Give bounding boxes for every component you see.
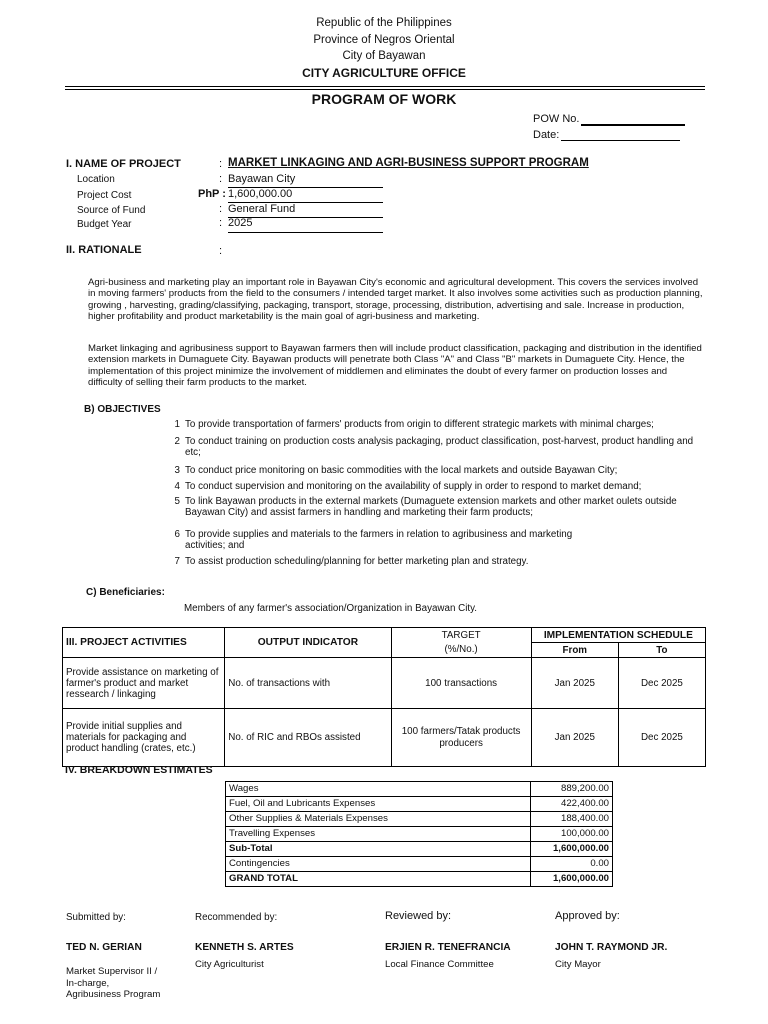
cost-value: 1,600,000.00 xyxy=(228,188,293,200)
pow-no-label: POW No. xyxy=(533,113,580,125)
to-cell: Dec 2025 xyxy=(618,709,705,767)
pow-no-line xyxy=(581,124,685,126)
grand-total-amount: 1,600,000.00 xyxy=(531,872,613,887)
table-row xyxy=(226,782,613,797)
pow-date-label: Date: xyxy=(533,129,560,141)
breakdown-item: Travelling Expenses xyxy=(226,827,531,842)
rationale-paragraph-2: Market linkaging and agribusiness support to Bayawan farmers then will include product classification, packaging and distribution in the identified extension markets in Dumaguete City. Bayawan products will penetrate both Class "A" and Class "B" markets in Dumaguete City. Hence, the implementation of this project minimize the involvement of middlemen and eliminates the doubt of every farmer on production losses and difficulty of selling their farm products to the market. xyxy=(88,343,702,389)
subtotal-row xyxy=(226,842,613,857)
contingencies-row xyxy=(226,857,613,872)
objective-text: To conduct training on production costs analysis packaging, product classification, post-harvest, product handling and etc; xyxy=(185,436,694,459)
from-cell: Jan 2025 xyxy=(531,709,618,767)
table-row xyxy=(63,658,706,709)
project-section-label: I. NAME OF PROJECT xyxy=(66,158,181,170)
colon: : xyxy=(219,173,223,185)
beneficiaries-label: C) Beneficiaries: xyxy=(86,587,165,598)
objectives-label: B) OBJECTIVES xyxy=(84,404,161,415)
target-header: TARGET xyxy=(391,628,531,643)
submitter-name: TED N. GERIAN xyxy=(66,942,142,953)
target-subheader: (%/No.) xyxy=(391,643,531,658)
activity-cell: Provide initial supplies and materials for packaging and product handling (crates, etc.) xyxy=(63,709,225,767)
year-line xyxy=(228,232,383,233)
breakdown-item: Other Supplies & Materials Expenses xyxy=(226,812,531,827)
output-cell: No. of transactions with xyxy=(225,658,391,709)
header-rule-top xyxy=(65,86,705,87)
table-row xyxy=(226,797,613,812)
breakdown-table xyxy=(225,781,613,887)
recommender-name: KENNETH S. ARTES xyxy=(195,942,294,953)
colon: : xyxy=(219,245,223,257)
subtotal-amount: 1,600,000.00 xyxy=(531,842,613,857)
from-header: From xyxy=(531,643,618,658)
objective-text: To provide supplies and materials to the farmers in relation to agribusiness and marketing activities; and xyxy=(185,529,573,552)
project-name: MARKET LINKAGING AND AGRI-BUSINESS SUPPORT PROGRAM xyxy=(228,157,589,169)
colon: : xyxy=(219,203,223,215)
target-cell: 100 farmers/Tatak products producers xyxy=(391,709,531,767)
fund-label: Source of Fund xyxy=(77,205,146,216)
grand-total-row xyxy=(226,872,613,887)
rationale-paragraph-1: Agri-business and marketing play an important role in Bayawan City's economic and agricultural development. This covers the services involved in moving farmers' products from the field to the consumers / intended target market. It also involves some activities such as production planning, growing , harvesting, grading/classifying, packaging, transport, storage, processing, distribution, advertising and sale. Increase in production, higher profitability and product marketability is the main goal of agri-business and marketing. xyxy=(88,277,703,323)
approved-by-label: Approved by: xyxy=(555,910,620,922)
to-cell: Dec 2025 xyxy=(618,658,705,709)
output-cell: No. of RIC and RBOs assisted xyxy=(225,709,391,767)
objective-number: 2 xyxy=(174,436,180,447)
table-row xyxy=(226,827,613,842)
objective-number: 6 xyxy=(174,529,180,540)
objective-text: To assist production scheduling/planning for better marketing plan and strategy. xyxy=(185,556,529,567)
rationale-label: II. RATIONALE xyxy=(66,244,142,256)
page-title: PROGRAM OF WORK xyxy=(311,91,457,107)
objective-number: 5 xyxy=(174,496,180,507)
subtotal-label: Sub-Total xyxy=(226,842,531,857)
objective-number: 7 xyxy=(174,556,180,567)
fund-value: General Fund xyxy=(228,203,296,215)
activities-header: III. PROJECT ACTIVITIES xyxy=(63,628,225,658)
reviewed-by-label: Reviewed by: xyxy=(385,910,452,922)
year-value: 2025 xyxy=(228,217,253,229)
breakdown-amount: 100,000.00 xyxy=(531,827,613,842)
breakdown-amount: 422,400.00 xyxy=(531,797,613,812)
header-rule-bottom xyxy=(65,89,705,90)
recommender-title: City Agriculturist xyxy=(195,959,264,970)
recommended-by-label: Recommended by: xyxy=(195,912,278,923)
header-republic: Republic of the Philippines xyxy=(316,17,452,29)
output-header: OUTPUT INDICATOR xyxy=(225,628,391,658)
objective-text: To conduct price monitoring on basic commodities with the local markets and outside Bayawan City; xyxy=(185,465,618,476)
header-city: City of Bayawan xyxy=(342,50,426,62)
objective-text: To link Bayawan products in the external markets (Dumaguete extension markets and other market oulets outside Bayawan City) and assist farmers in handling and marketing their farm products; xyxy=(185,496,677,519)
beneficiaries-text: Members of any farmer's association/Organization in Bayawan City. xyxy=(184,603,477,614)
breakdown-item: Wages xyxy=(226,782,531,797)
objective-number: 4 xyxy=(174,481,180,492)
header-office: CITY AGRICULTURE OFFICE xyxy=(302,66,466,80)
target-cell: 100 transactions xyxy=(391,658,531,709)
activities-table xyxy=(62,627,706,767)
objective-text: To provide transportation of farmers' products from origin to different strategic markets with minimal charges; xyxy=(185,419,654,430)
submitter-title: Market Supervisor II / In-charge, Agribusiness Program xyxy=(66,966,161,1000)
breakdown-amount: 889,200.00 xyxy=(531,782,613,797)
to-header: To xyxy=(618,643,705,658)
objective-text: To conduct supervision and monitoring on the availability of supply in order to respond to market demand; xyxy=(185,481,642,492)
schedule-header: IMPLEMENTATION SCHEDULE xyxy=(531,628,705,643)
table-row xyxy=(63,709,706,767)
breakdown-amount: 188,400.00 xyxy=(531,812,613,827)
pow-date-line xyxy=(561,140,680,141)
contingencies-amount: 0.00 xyxy=(531,857,613,872)
objective-number: 1 xyxy=(174,419,180,430)
year-label: Budget Year xyxy=(77,219,132,230)
activity-cell: Provide assistance on marketing of farmer's product and market ressearch / linkaging xyxy=(63,658,225,709)
approver-title: City Mayor xyxy=(555,959,601,970)
location-label: Location xyxy=(77,174,115,185)
breakdown-item: Fuel, Oil and Lubricants Expenses xyxy=(226,797,531,812)
approver-name: JOHN T. RAYMOND JR. xyxy=(555,942,668,953)
objective-number: 3 xyxy=(174,465,180,476)
submitted-by-label: Submitted by: xyxy=(66,912,126,923)
contingencies-label: Contingencies xyxy=(226,857,531,872)
reviewer-name: ERJIEN R. TENEFRANCIA xyxy=(385,942,511,953)
colon: : xyxy=(219,158,223,170)
currency-label: PhP : xyxy=(198,188,226,200)
cost-label: Project Cost xyxy=(77,190,132,201)
breakdown-label: IV. BREAKDOWN ESTIMATES xyxy=(65,764,213,776)
reviewer-title: Local Finance Committee xyxy=(385,959,494,970)
from-cell: Jan 2025 xyxy=(531,658,618,709)
table-row xyxy=(226,812,613,827)
colon: : xyxy=(219,217,223,229)
location-value: Bayawan City xyxy=(228,173,296,185)
header-province: Province of Negros Oriental xyxy=(313,34,455,46)
grand-total-label: GRAND TOTAL xyxy=(226,872,531,887)
